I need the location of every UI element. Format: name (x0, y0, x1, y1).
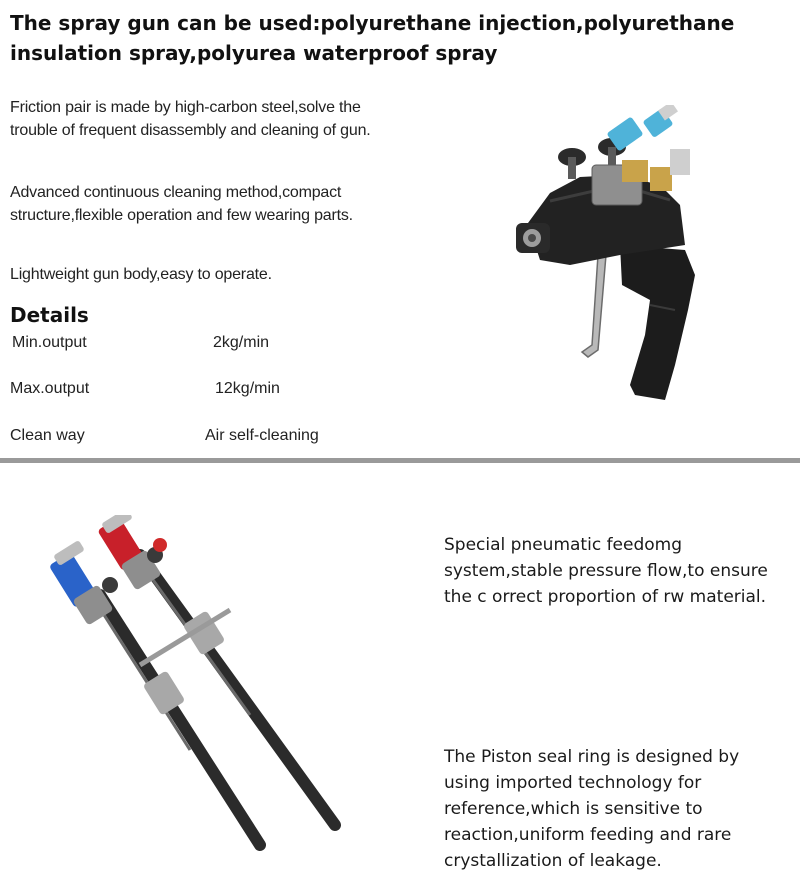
spec-value-max-output: 12kg/min (215, 380, 280, 397)
feature-line: Lightweight gun body,easy to operate. (10, 266, 272, 283)
feature-line: structure,flexible operation and few wearing parts. (10, 207, 353, 224)
feature-line: crystallization of leakage. (444, 851, 662, 871)
spec-value-min-output: 2kg/min (213, 334, 270, 351)
feature-line: reference,which is sensitive to (444, 799, 703, 819)
feature-line: Special pneumatic feedomg (444, 535, 683, 555)
spec-label-min-output: Min.output (12, 334, 87, 351)
feature-line: Friction pair is made by high-carbon steel,solve the (10, 99, 361, 116)
feature-line: the c orrect proportion of rw material. (444, 587, 767, 607)
feature-line: using imported technology for (444, 773, 702, 793)
spec-label-clean-way: Clean way (10, 427, 85, 444)
page-title (10, 8, 790, 68)
section-divider (0, 458, 800, 463)
feature-line: trouble of frequent disassembly and cleaning of gun. (10, 122, 371, 139)
spec-value-clean-way: Air self-cleaning (205, 427, 319, 444)
feed-pumps-image (30, 515, 390, 865)
feature-line: The Piston seal ring is designed by (444, 747, 740, 767)
details-heading: Details (10, 303, 89, 327)
feature-line: system,stable pressure flow,to ensure (444, 561, 768, 581)
feature-lightweight (10, 263, 480, 286)
spray-gun-image (510, 105, 705, 405)
feature-line: reaction,uniform feeding and rare (444, 825, 732, 845)
feature-pneumatic-feeding (444, 532, 794, 610)
title-line-1: The spray gun can be used:polyurethane injection,polyurethane (10, 11, 735, 35)
feature-line: Advanced continuous cleaning method,compact (10, 184, 342, 201)
feature-piston-seal (444, 744, 794, 874)
feature-cleaning-method (10, 181, 480, 227)
spec-label-max-output: Max.output (10, 380, 90, 397)
feature-friction-pair (10, 96, 480, 142)
title-line-2: insulation spray,polyurea waterproof spray (10, 41, 498, 65)
